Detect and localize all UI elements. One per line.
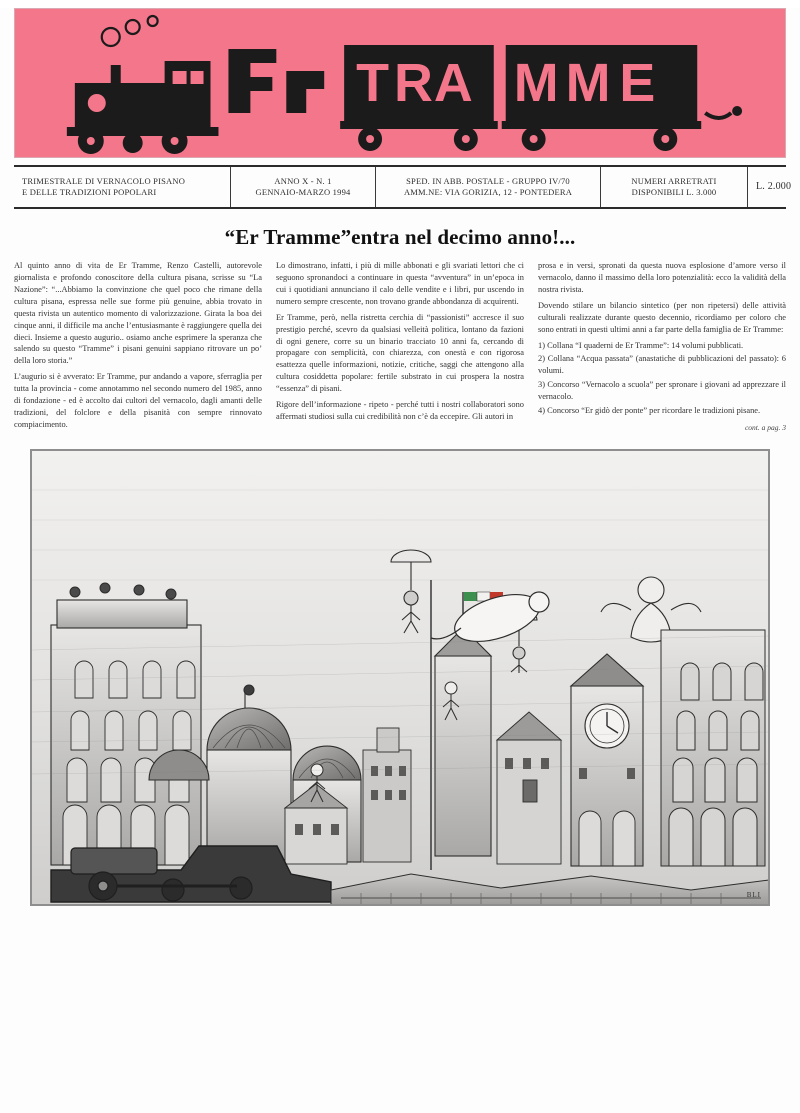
infobar-subtitle bbox=[14, 167, 231, 207]
paragraph: Dovendo stilare un bilancio sintetico (per non ripetersi) delle attività culturali realizzate durante questo decennio, ricordiamo per coloro che sono entrati in questi ultimi anni a far parte della famiglia de Er Tramme: bbox=[538, 300, 786, 334]
infobar-issue bbox=[231, 167, 376, 207]
infobar-issue-line1: ANNO X - N. 1 bbox=[274, 175, 332, 186]
infobar-back-issues bbox=[601, 167, 748, 207]
paragraph: Al quinto anno di vita de Er Tramme, Renzo Castelli, autorevole giornalista e profondo conoscitore della cultura pisana, scrisse su “La Nazione”: “...Abbiamo la convinzione che quel poco che rimane della cultura pisana, espressa nelle sue forme più genuine, abbia trovato in questa rivista un autentico momento di valorizzazione. Girata la boa dei cinque anni, il difficile ma anche l’entusiasmante è raggiungere quella dei dieci. Insieme a questo augurio.. osiamo anche esprimere la speranza che salendo su questo “Tramme” i pisani genuini sappiano ritrovare un po’ della loro storia.” bbox=[14, 261, 262, 366]
paragraph: prosa e in versi, spronati da questa nuova esplosione d’amore verso il vernacolo, danno il massimo della loro potenzialità: ecco la validità della nostra rivista. bbox=[538, 261, 786, 294]
article-column-1 bbox=[14, 260, 262, 435]
newspaper-front-page bbox=[0, 8, 800, 1113]
paragraph: 1) Collana “I quaderni de Er Tramme”: 14 volumi pubblicati. bbox=[538, 340, 744, 350]
illustration-signature: BLI bbox=[746, 890, 761, 899]
steam-train-icon bbox=[15, 9, 785, 157]
pisa-cityscape-illustration bbox=[30, 449, 770, 906]
svg-text:R: R bbox=[394, 52, 433, 114]
infobar-price bbox=[748, 167, 799, 207]
svg-text:E: E bbox=[619, 52, 656, 114]
infobar-postal bbox=[376, 167, 601, 207]
paragraph: Rigore dell’informazione - ripeto - perché tutti i nostri collaboratori sono affermati studiosi sulla cui credibilità non c’è da eccepire. Gli autori in bbox=[276, 400, 524, 422]
continued-note: cont. a pag. 3 bbox=[744, 423, 786, 433]
paragraph: Lo dimostrano, infatti, i più di mille abbonati e gli svariati lettori che ci seguono spronandoci a continuare in questa “avventura” in un’epoca in cui i quotidiani annunciano il calo delle vendite e i libri, pur uscendo in numero sempre crescente, non trovano grande abbondanza di acquirenti. bbox=[276, 261, 524, 306]
svg-text:A: A bbox=[433, 52, 473, 114]
svg-text:M: M bbox=[513, 52, 559, 114]
infobar-subtitle-line1: TRIMESTRALE DI VERNACOLO PISANO bbox=[22, 175, 186, 186]
paragraph: L’augurio si è avverato: Er Tramme, pur andando a vapore, sferraglia per tutta la provincia - come annotammo nel secondo numero del 1985, anno di fondazione - ed è accolto dai cultori del vernacolo, dagli amanti delle tradizioni, del folclore e della pisanità con sempre rinnovato compiacimento. bbox=[14, 372, 262, 429]
infobar-back-issues-line2: DISPONIBILI L. 3.000 bbox=[631, 187, 717, 197]
svg-text:M: M bbox=[565, 52, 611, 114]
infobar-postal-line1: SPED. IN ABB. POSTALE - GRUPPO IV/70 bbox=[406, 175, 570, 186]
infobar-issue-line2: GENNAIO-MARZO 1994 bbox=[255, 187, 351, 197]
infobar-back-issues-line1: NUMERI ARRETRATI bbox=[631, 175, 717, 186]
illustration-artwork bbox=[31, 450, 769, 905]
paragraph: Er Tramme, però, nella ristretta cerchia di “passionisti” accresce il suo prestigio perché, scevro da qualsiasi velleità politica, lontano da fazioni di ogni genere, corre su un binario tracciato 10 anni fa, cercando di propagare con semplicità, con chiarezza, con onestà e con rigorosa esattezza quelle informazioni, notizie, critiche, saggi che attengono alla cultura cosiddetta popolare: fertile substrato in cui prospera la nostra “essenza” di pisani. bbox=[276, 312, 524, 394]
paragraph: 3) Concorso “Vernacolo a scuola” per spronare i giovani ad apprezzare il vernacolo. bbox=[538, 380, 786, 402]
article-column-3 bbox=[538, 260, 786, 435]
infobar-postal-line2: AMM.NE: VIA GORIZIA, 12 - PONTEDERA bbox=[403, 187, 573, 197]
paragraph: 4) Concorso “Er gidò der ponte” per ricordare le tradizioni pisane. bbox=[538, 406, 761, 416]
masthead bbox=[14, 8, 786, 158]
article-column-2 bbox=[276, 260, 524, 435]
article-body bbox=[14, 260, 786, 435]
infobar-subtitle-line2: E DELLE TRADIZIONI POPOLARI bbox=[22, 187, 157, 197]
info-bar bbox=[14, 165, 792, 209]
svg-text:T: T bbox=[356, 52, 390, 114]
page-title: “Er Tramme”entra nel decimo anno!... bbox=[224, 225, 576, 249]
paragraph: 2) Collana “Acqua passata” (anastatiche di pubblicazioni del passato): 6 volumi. bbox=[538, 354, 786, 376]
infobar-price-value: L. 2.000 bbox=[756, 181, 792, 193]
masthead-inner bbox=[15, 9, 785, 157]
